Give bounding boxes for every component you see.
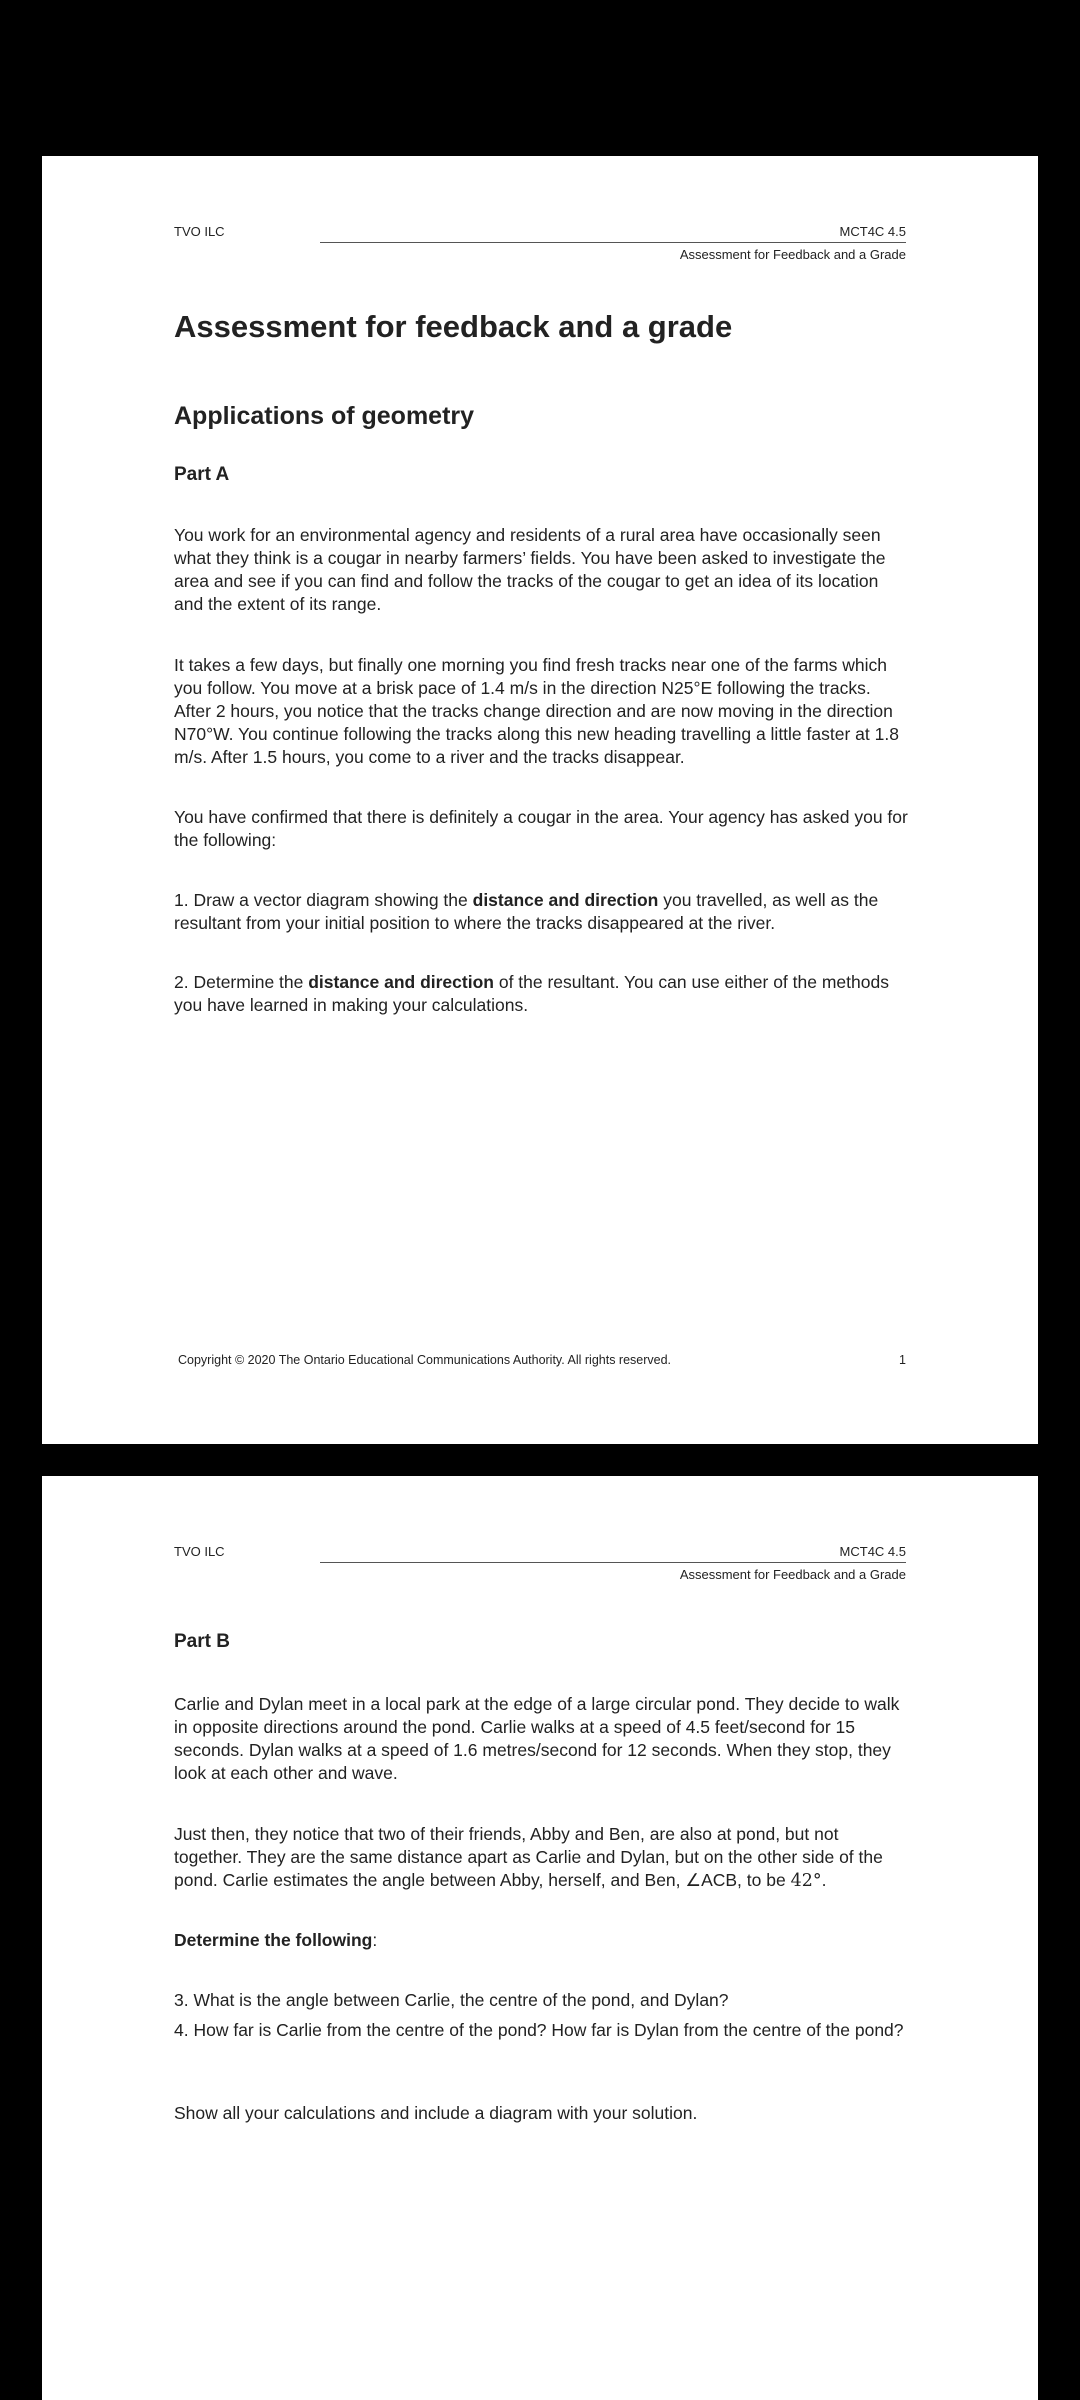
- question-2: [174, 971, 910, 1017]
- angle-value: 42°: [790, 1871, 822, 1891]
- part-b-paragraph-1: Carlie and Dylan meet in a local park at the edge of a large circular pond. They decide to walk in opposite directions around the pond. Carlie walks at a speed of 4.5 feet/second for 15 seconds. Dylan walks at a speed of 1.6 metres/second for 12 seconds. When they stop, they look at each other and wave.: [174, 1694, 900, 1783]
- question-4: 4. How far is Carlie from the centre of the pond? How far is Dylan from the centre of the pond?: [174, 2020, 904, 2040]
- header-org: TVO ILC: [174, 224, 225, 239]
- header-divider: [320, 242, 906, 243]
- part-b-paragraph-2-end: .: [821, 1870, 827, 1890]
- page-title: Assessment for feedback and a grade: [174, 309, 733, 344]
- footer-page-number: 1: [899, 1353, 906, 1367]
- question-1: [174, 889, 910, 935]
- document-page-1: [42, 156, 1038, 1444]
- determine-heading-bold: Determine the following: [174, 1930, 373, 1950]
- part-b-heading: Part B: [174, 1631, 230, 1652]
- header-course-code: MCT4C 4.5: [839, 1544, 906, 1559]
- question-3: 3. What is the angle between Carlie, the centre of the pond, and Dylan?: [174, 1990, 729, 2010]
- header-subtitle: Assessment for Feedback and a Grade: [679, 1567, 906, 1582]
- question-2-text-start: 2. Determine the: [174, 972, 309, 992]
- part-a-heading: Part A: [174, 464, 230, 485]
- question-1-emphasis: distance and direction: [472, 890, 659, 910]
- header-divider: [320, 1562, 906, 1563]
- question-1-text-start: 1. Draw a vector diagram showing the: [174, 890, 473, 910]
- part-b-paragraph-2-text: Just then, they notice that two of their friends, Abby and Ben, are also at pond, but not together. They are the same distance apart as Carlie and Dylan, but on the other side of the pond. Carlie estimates the angle between Abby, herself, and Ben, ∠ACB, to be: [174, 1824, 883, 1890]
- determine-heading: [174, 1929, 910, 1952]
- question-1-text-end: you travelled, as well as the resultant from your initial position to where the tracks disappeared at the river.: [174, 890, 879, 933]
- part-a-paragraph-2: It takes a few days, but finally one morning you find fresh tracks near one of the farms which you follow. You move at a brisk pace of 1.4 m/s in the direction N25°E following the tracks. After 2 hours, you notice that the tracks change direction and are now moving in the direction N70°W. You continue following the tracks along this new heading travelling a little faster at 1.8 m/s. After 1.5 hours, you come to a river and the tracks disappear.: [174, 655, 899, 767]
- part-a-paragraph-1: You work for an environmental agency and residents of a rural area have occasionally seen what they think is a cougar in nearby farmers’ fields. You have been asked to investigate the area and see if you can find and follow the tracks of the cougar to get an idea of its location and the extent of its range.: [174, 525, 886, 614]
- header-subtitle: Assessment for Feedback and a Grade: [679, 247, 906, 262]
- footer-copyright: Copyright © 2020 The Ontario Educational Communications Authority. All rights reserved.: [178, 1353, 672, 1367]
- part-b-paragraph-2: [174, 1823, 910, 1893]
- section-heading: Applications of geometry: [174, 402, 475, 430]
- determine-heading-colon: :: [372, 1930, 378, 1950]
- closing-instruction: Show all your calculations and include a diagram with your solution.: [174, 2103, 698, 2123]
- question-2-text-end: of the resultant. You can use either of the methods you have learned in making your calculations.: [174, 972, 889, 1015]
- question-2-emphasis: distance and direction: [308, 972, 494, 992]
- part-a-paragraph-3: You have confirmed that there is definitely a cougar in the area. Your agency has asked you for the following:: [174, 807, 908, 850]
- header-course-code: MCT4C 4.5: [839, 224, 906, 239]
- document-page-2: [42, 1476, 1038, 2400]
- header-org: TVO ILC: [174, 1544, 225, 1559]
